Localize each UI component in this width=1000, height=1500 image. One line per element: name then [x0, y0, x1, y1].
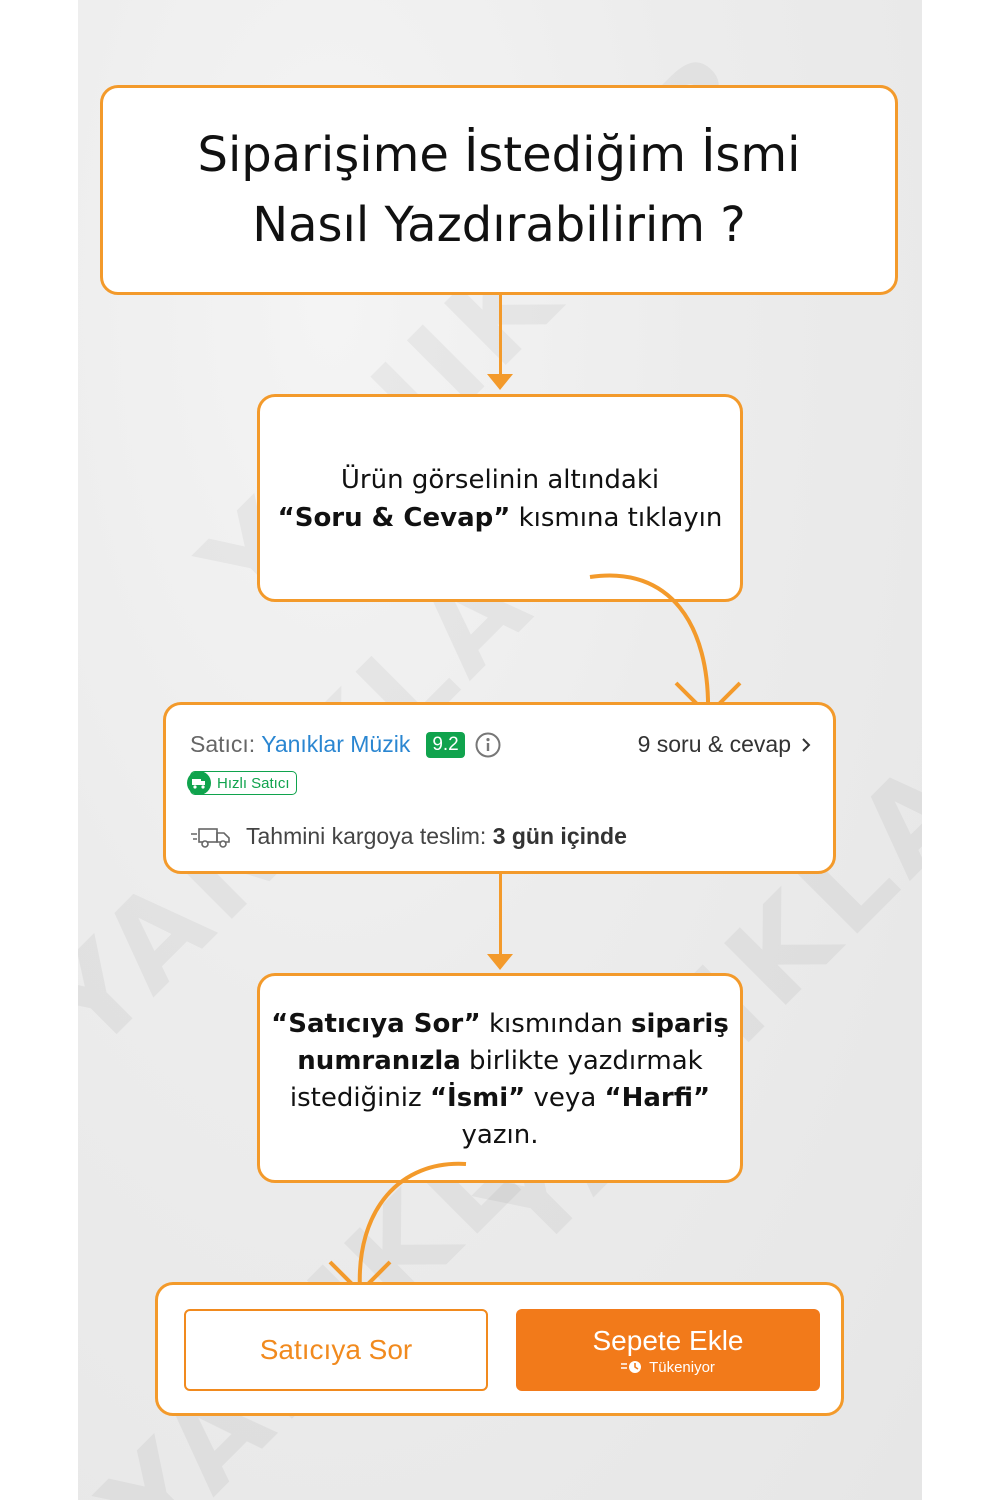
truck-icon	[187, 771, 211, 795]
qa-link-label: 9 soru & cevap	[637, 731, 791, 757]
arrow-head-icon	[487, 954, 513, 972]
seller-name-link[interactable]: Yanıklar Müzik	[261, 731, 411, 757]
curved-arrow-icon	[580, 565, 760, 725]
ask-seller-button[interactable]: Satıcıya Sor	[184, 1309, 488, 1391]
action-buttons-box	[155, 1282, 844, 1416]
fast-seller-label: Hızlı Satıcı	[217, 774, 290, 792]
title-box	[100, 85, 898, 295]
step2-text: “Satıcıya Sor” kısmından sipariş numranızla birlikte yazdırmak istediğiniz “İsmi” veya “Harfi” yazın.	[271, 1009, 729, 1150]
chevron-right-icon	[801, 737, 811, 753]
arrow-head-icon	[487, 374, 513, 392]
shipping-label: Tahmini kargoya teslim:	[246, 823, 487, 849]
seller-info-box	[163, 702, 836, 874]
shipping-row	[190, 823, 627, 850]
curved-arrow-icon	[320, 1150, 480, 1300]
info-icon[interactable]	[475, 732, 501, 758]
clock-icon	[621, 1360, 643, 1374]
add-to-cart-button[interactable]	[516, 1309, 820, 1391]
add-to-cart-label: Sepete Ekle	[592, 1324, 744, 1356]
page-title: Siparişime İstediğim İsmi Nasıl Yazdırabilirim ?	[197, 127, 801, 253]
step1-text: Ürün görselinin altındaki “Soru & Cevap” kısmına tıklayın	[277, 465, 723, 533]
shipping-value: 3 gün içinde	[492, 823, 627, 849]
low-stock-indicator	[621, 1359, 715, 1376]
fast-seller-badge	[190, 771, 297, 795]
seller-rating-badge: 9.2	[426, 732, 464, 758]
connector-line	[499, 874, 502, 962]
seller-label: Satıcı:	[190, 731, 256, 757]
seller-row	[190, 731, 501, 758]
qa-link[interactable]	[638, 731, 811, 758]
connector-line	[499, 295, 502, 383]
delivery-truck-icon	[190, 825, 232, 849]
low-stock-label: Tükeniyor	[649, 1358, 715, 1376]
